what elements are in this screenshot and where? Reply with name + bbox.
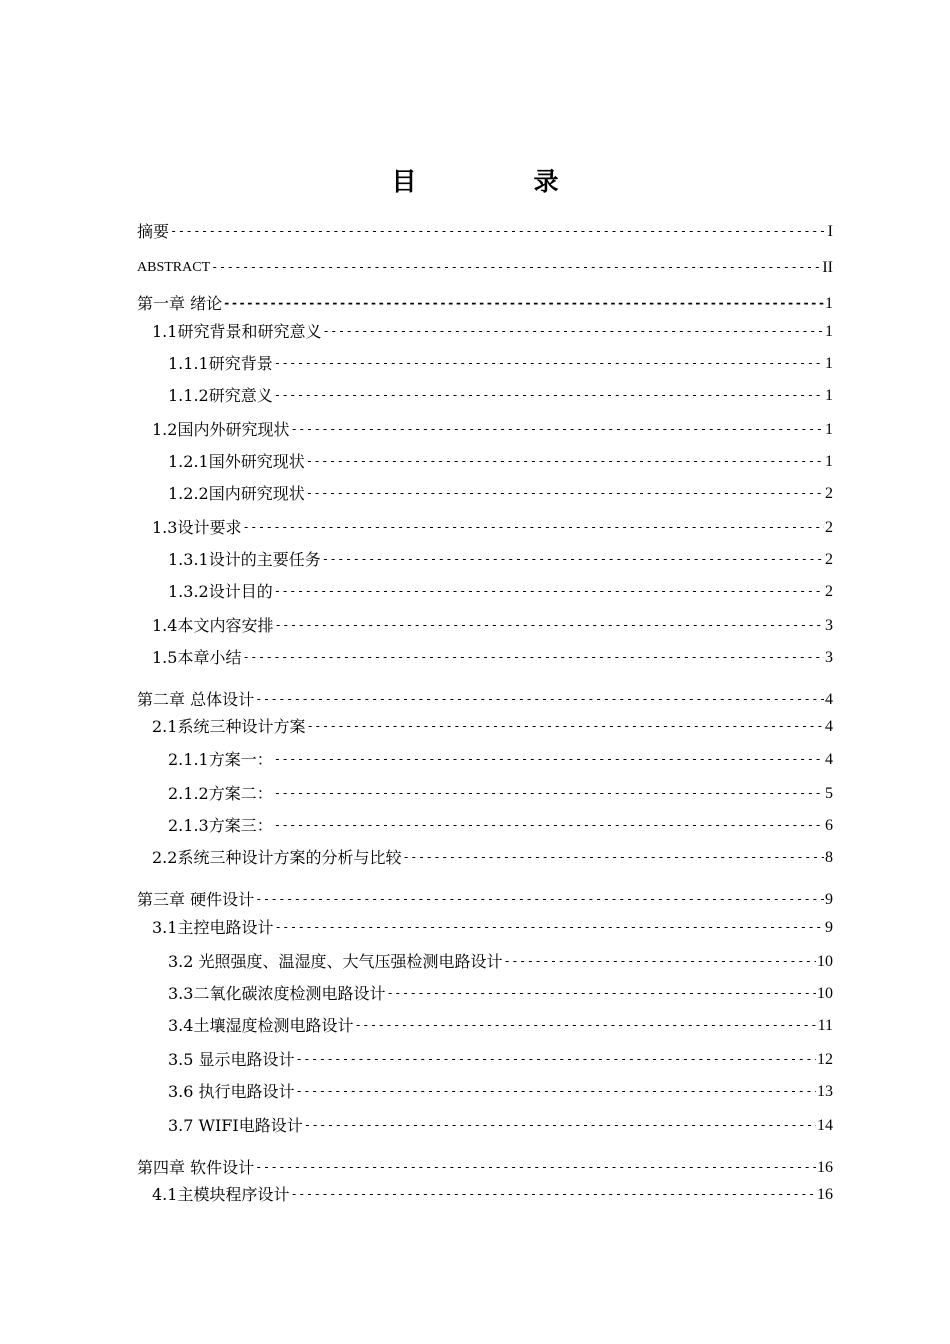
- toc-entry-label: 3.7 WIFI电路设计: [168, 1116, 303, 1135]
- toc-entry-page: 10: [817, 985, 833, 1002]
- toc-entry-page: 1: [825, 295, 833, 312]
- toc-entry-1-2-1[interactable]: [168, 450, 833, 472]
- toc-leader: [274, 582, 824, 600]
- toc-entry-label: 1.1.2研究意义: [168, 386, 273, 405]
- toc-entry-page: 3: [825, 617, 833, 634]
- toc-title: 目 录: [391, 167, 605, 196]
- toc-entry-label: 3.4土壤湿度检测电路设计: [168, 1016, 354, 1035]
- toc-entry-page: 2: [825, 519, 833, 536]
- toc-entry-page: 1: [825, 421, 833, 438]
- toc-entry-page: 5: [825, 785, 833, 802]
- toc-entry-1-1[interactable]: [152, 320, 833, 342]
- toc-entry-label: 第三章 硬件设计: [137, 890, 255, 909]
- toc-leader: [255, 1158, 816, 1176]
- toc-entry-page: 3: [825, 649, 833, 666]
- toc-entry-page: 11: [817, 1017, 833, 1034]
- toc-entry-1-2-2[interactable]: [168, 482, 833, 504]
- toc-leader: [242, 518, 824, 536]
- toc-entry-abstract-en[interactable]: [137, 256, 833, 278]
- toc-leader: [223, 294, 824, 312]
- toc-entry-label: 3.3二氧化碳浓度检测电路设计: [168, 984, 386, 1003]
- toc-entry-label: 摘要: [137, 222, 170, 241]
- toc-entry-label: 1.1.1研究背景: [168, 354, 273, 373]
- toc-entry-page: 4: [825, 718, 833, 735]
- toc-leader: [274, 386, 824, 404]
- toc-entry-page: 16: [817, 1159, 833, 1176]
- toc-entry-page: 4: [825, 751, 833, 768]
- toc-entry-1-3[interactable]: [152, 516, 833, 538]
- toc-entry-page: 4: [825, 691, 833, 708]
- toc-entry-page: 9: [825, 919, 833, 936]
- toc-entry-page: 13: [817, 1083, 833, 1100]
- toc-entry-label: 1.3.2设计目的: [168, 582, 273, 601]
- toc-entry-2-1[interactable]: [152, 715, 833, 737]
- toc-leader: [322, 322, 824, 340]
- toc-entry-2-2[interactable]: [152, 846, 833, 868]
- toc-entry-page: 2: [825, 551, 833, 568]
- toc-leader: [211, 258, 821, 276]
- toc-entry-label: 2.1.3方案三：: [168, 816, 273, 835]
- toc-entry-page: 12: [817, 1051, 833, 1068]
- toc-entry-label: 1.1研究背景和研究意义: [152, 322, 322, 341]
- toc-leader: [290, 1185, 816, 1203]
- toc-entry-1-2[interactable]: [152, 418, 833, 440]
- toc-entry-label: 1.3设计要求: [152, 518, 242, 537]
- toc-entry-1-3-1[interactable]: [168, 548, 833, 570]
- toc-entry-label: 2.2系统三种设计方案的分析与比较: [152, 848, 402, 867]
- toc-entry-label: 2.1.2方案二：: [168, 784, 273, 803]
- toc-entry-chapter-3[interactable]: [137, 888, 833, 910]
- toc-entry-label: 4.1主模块程序设计: [152, 1185, 290, 1204]
- toc-leader: [504, 952, 816, 970]
- toc-entry-chapter-1[interactable]: [137, 292, 833, 314]
- toc-leader: [402, 848, 824, 866]
- toc-leader: [274, 616, 824, 634]
- toc-leader: [290, 420, 824, 438]
- toc-leader: [274, 918, 824, 936]
- toc-entry-page: 2: [825, 485, 833, 502]
- toc-entry-label: 3.1主控电路设计: [152, 918, 274, 937]
- toc-leader: [296, 1082, 816, 1100]
- toc-entry-3-7[interactable]: [168, 1114, 833, 1136]
- toc-entry-label: 3.6 执行电路设计: [168, 1082, 295, 1101]
- toc-entry-1-1-2[interactable]: [168, 384, 833, 406]
- toc-entry-page: 16: [817, 1186, 833, 1203]
- toc-entry-label: 1.2.2国内研究现状: [168, 484, 305, 503]
- toc-leader: [296, 1050, 816, 1068]
- toc-entry-chapter-2[interactable]: [137, 688, 833, 710]
- toc-entry-page: 2: [825, 583, 833, 600]
- toc-leader: [306, 717, 824, 735]
- toc-leader: [306, 452, 824, 470]
- toc-entry-3-6[interactable]: [168, 1080, 833, 1102]
- toc-entry-label: 1.2国内外研究现状: [152, 420, 290, 439]
- toc-leader: [274, 750, 824, 768]
- toc-entry-chapter-4[interactable]: [137, 1156, 833, 1178]
- toc-entry-1-3-2[interactable]: [168, 580, 833, 602]
- toc-entry-page: 6: [825, 817, 833, 834]
- toc-leader: [274, 784, 824, 802]
- toc-entry-page: II: [822, 259, 833, 276]
- toc-entry-label: 1.3.1设计的主要任务: [168, 550, 321, 569]
- toc-entry-page: 9: [825, 891, 833, 908]
- toc-entry-page: 14: [817, 1117, 833, 1134]
- toc-entry-label: 2.1系统三种设计方案: [152, 717, 306, 736]
- toc-entry-label: 3.5 显示电路设计: [168, 1050, 295, 1069]
- toc-entry-3-5[interactable]: [168, 1048, 833, 1070]
- toc-entry-page: 10: [817, 953, 833, 970]
- toc-entry-label: 第二章 总体设计: [137, 690, 255, 709]
- toc-leader: [255, 690, 824, 708]
- toc-entry-page: 8: [825, 849, 833, 866]
- toc-entry-1-5[interactable]: [152, 646, 833, 668]
- toc-entry-label: 第一章 绪论: [137, 294, 223, 313]
- toc-entry-page: 1: [825, 355, 833, 372]
- toc-leader: [274, 354, 824, 372]
- toc-entry-page: 1: [825, 453, 833, 470]
- toc-leader: [274, 816, 824, 834]
- toc-entry-3-2[interactable]: [168, 950, 833, 972]
- toc-entry-3-3[interactable]: [168, 982, 833, 1004]
- toc-entry-label: 2.1.1方案一：: [168, 750, 273, 769]
- toc-leader: [386, 984, 816, 1002]
- toc-entry-1-1-1[interactable]: [168, 352, 833, 374]
- toc-entry-label: 1.2.1国外研究现状: [168, 452, 305, 471]
- toc-entry-4-1[interactable]: [152, 1183, 833, 1205]
- toc-entry-1-4[interactable]: [152, 614, 833, 636]
- toc-entry-abstract-cn[interactable]: [137, 220, 833, 242]
- toc-leader: [242, 648, 824, 666]
- toc-entry-2-1-3[interactable]: [168, 814, 833, 836]
- toc-leader: [354, 1016, 816, 1034]
- toc-leader: [170, 222, 827, 240]
- toc-leader: [306, 484, 824, 502]
- toc-entry-label: ABSTRACT: [137, 260, 211, 275]
- toc-leader: [255, 890, 824, 908]
- toc-entry-2-1-1[interactable]: [168, 748, 833, 770]
- toc-entry-label: 1.5本章小结: [152, 648, 242, 667]
- toc-leader: [304, 1116, 816, 1134]
- toc-entry-label: 第四章 软件设计: [137, 1158, 255, 1177]
- toc-entry-label: 3.2 光照强度、温湿度、大气压强检测电路设计: [168, 952, 503, 971]
- toc-entry-page: 1: [825, 323, 833, 340]
- toc-entry-2-1-2[interactable]: [168, 782, 833, 804]
- toc-entry-page: 1: [825, 387, 833, 404]
- toc-leader: [322, 550, 824, 568]
- toc-entry-label: 1.4本文内容安排: [152, 616, 274, 635]
- toc-entry-3-1[interactable]: [152, 916, 833, 938]
- toc-entry-page: I: [827, 223, 833, 240]
- toc-entry-3-4[interactable]: [168, 1014, 833, 1036]
